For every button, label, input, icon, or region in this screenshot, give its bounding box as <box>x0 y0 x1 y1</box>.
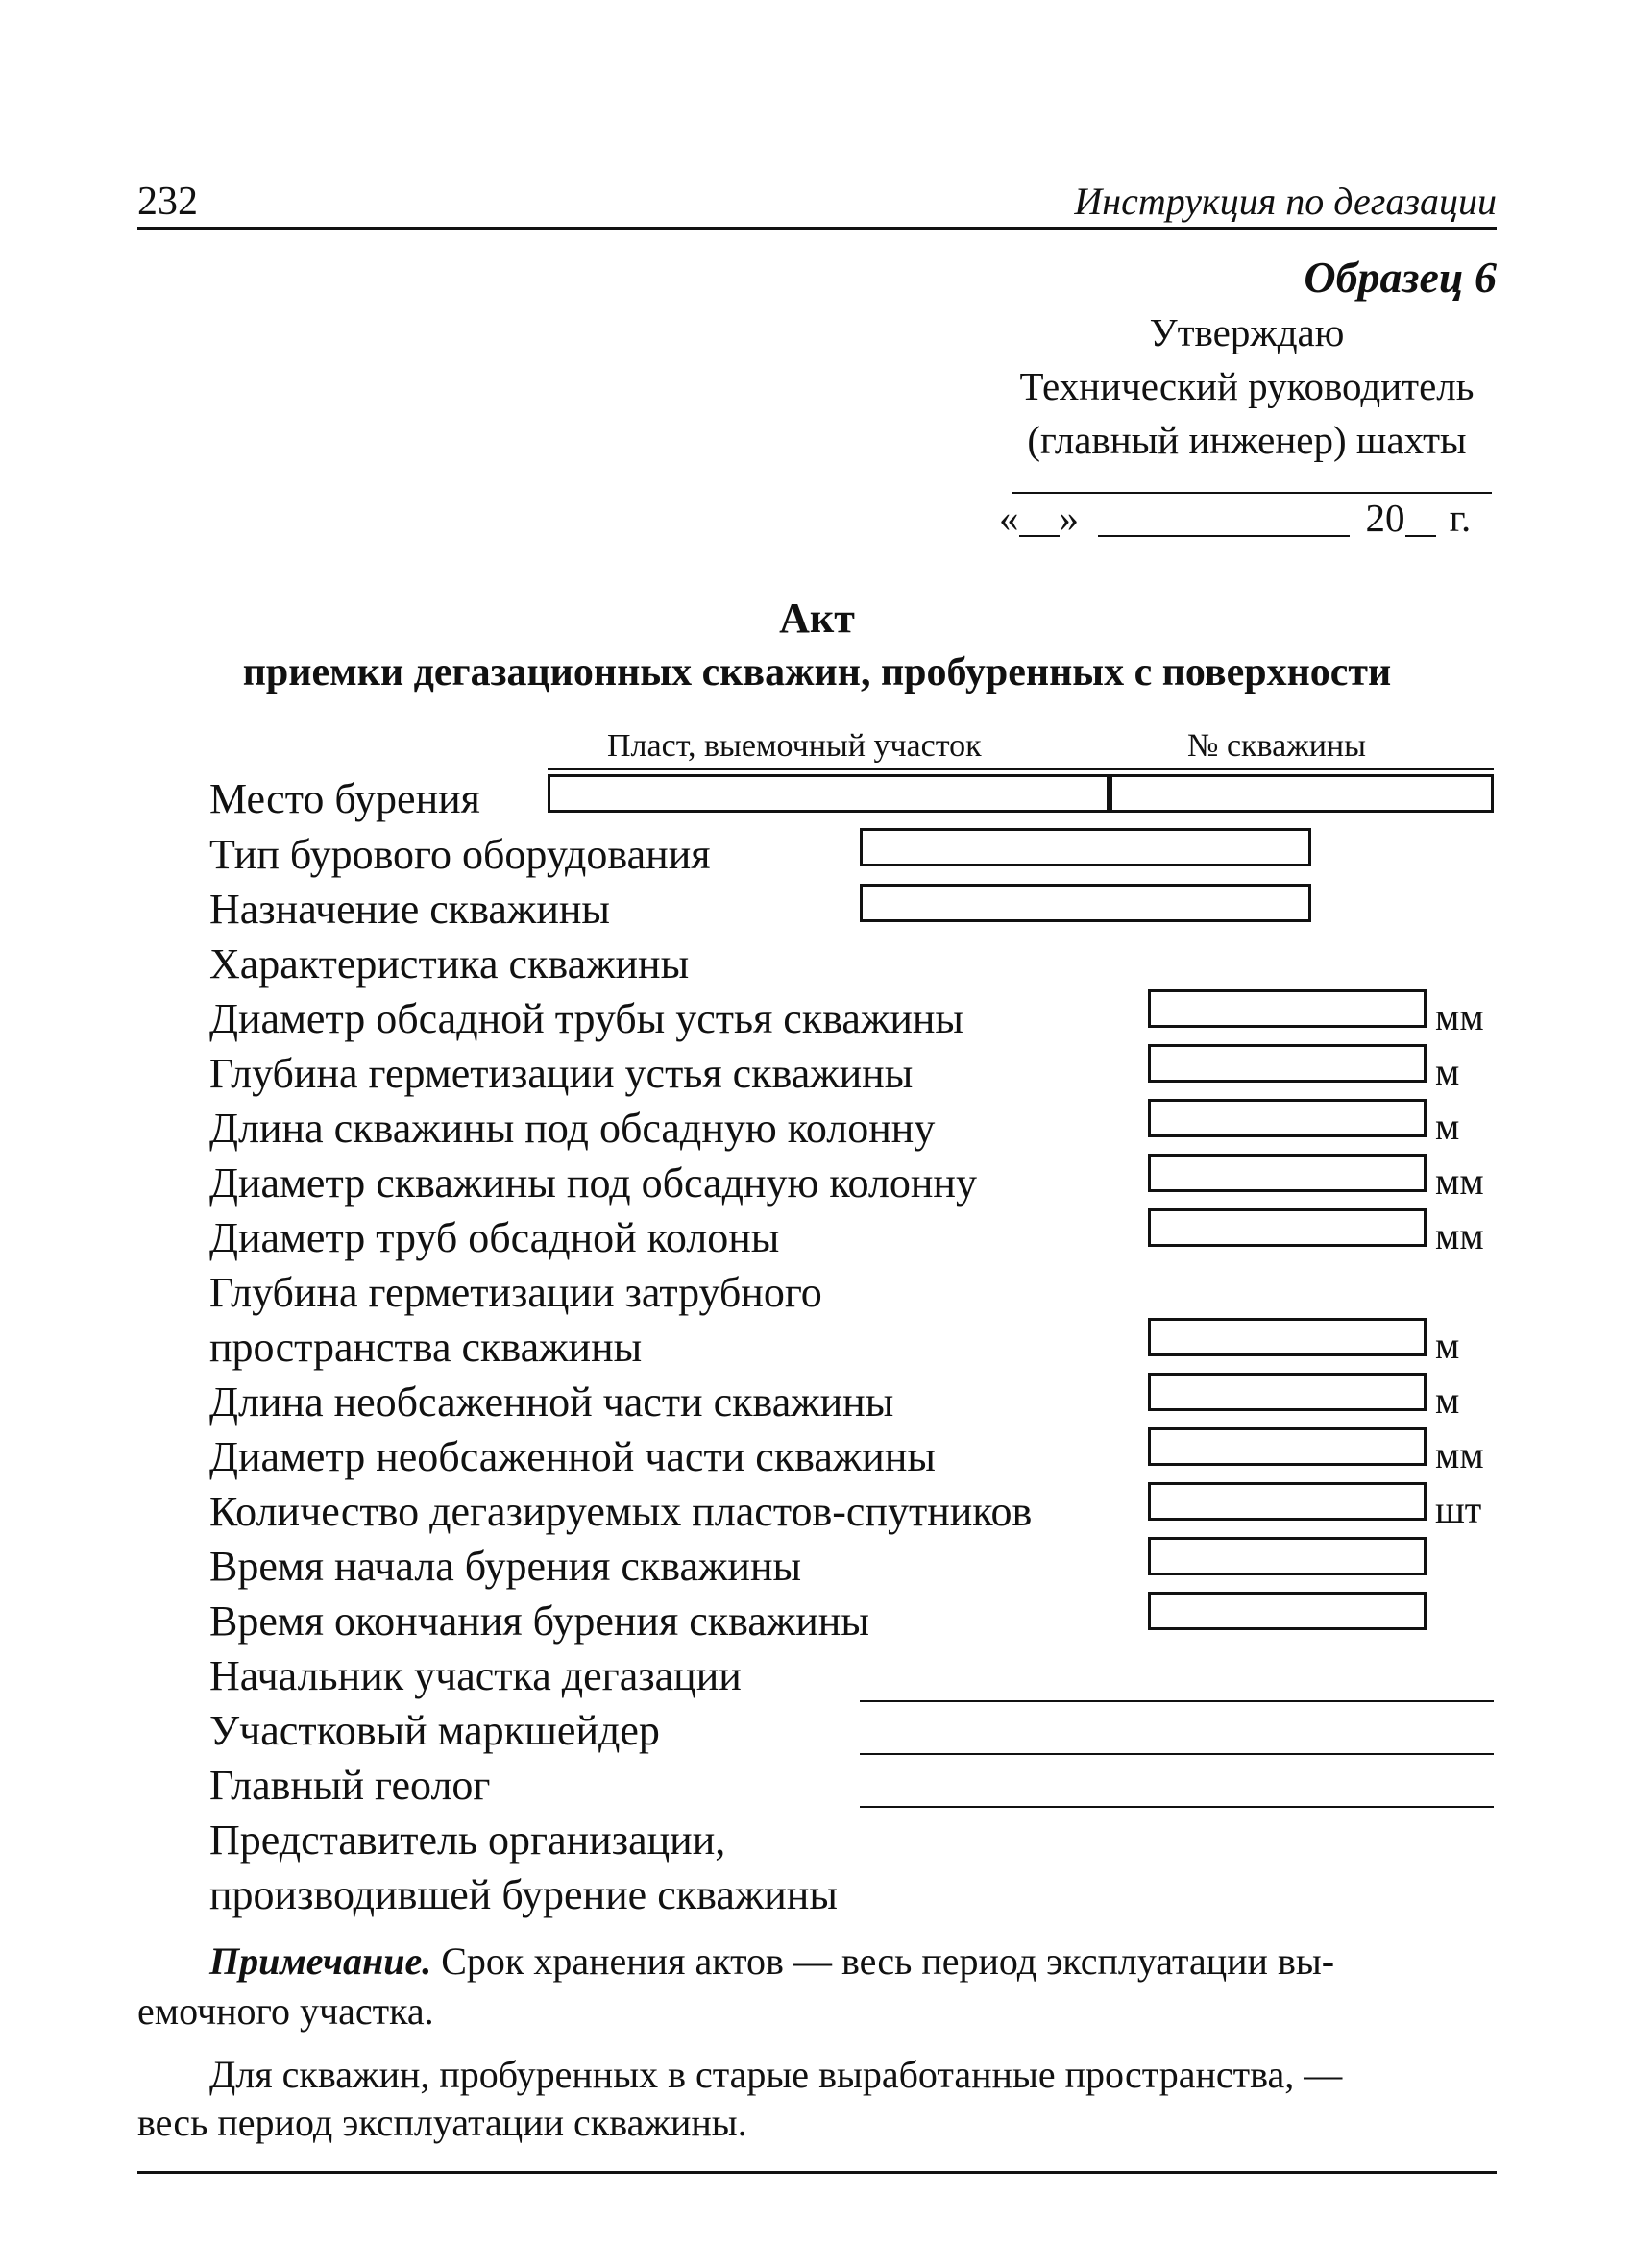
note-paragraph-continuation: весь период эксплуатации скважины. <box>137 2101 747 2144</box>
well-purpose-box[interactable] <box>860 884 1311 922</box>
unit-label: мм <box>1435 1214 1484 1257</box>
casing-well-diameter-box[interactable] <box>1148 1154 1427 1192</box>
annulus-seal-depth-box[interactable] <box>1148 1318 1427 1356</box>
signature-label: производившей бурение скважины <box>209 1871 838 1918</box>
satellite-seams-count-box[interactable] <box>1148 1482 1427 1521</box>
document-subtitle: приемки дегазационных скважин, пробуренных с поверхности <box>242 650 1392 695</box>
field-label: Время начала бурения скважины <box>209 1543 802 1590</box>
approval-line: Утверждаю <box>1149 310 1345 354</box>
approval-block <box>997 305 1497 467</box>
unit-label: м <box>1435 1324 1460 1367</box>
footer-rule <box>137 2171 1497 2174</box>
month-blank[interactable] <box>1098 497 1350 537</box>
signature-label: Представитель организации, <box>209 1817 726 1864</box>
field-label: Диаметр труб обсадной колоны <box>209 1214 780 1261</box>
field-label: Длина скважины под обсадную колонну <box>209 1105 936 1152</box>
unit-label: мм <box>1435 1433 1484 1476</box>
surveyor-signature-line[interactable] <box>860 1753 1494 1755</box>
year-prefix: 20 <box>1365 496 1405 540</box>
drilling-site-well-box[interactable] <box>1110 774 1494 813</box>
column-header-seam: Пласт, выемочный участок <box>607 728 982 764</box>
geologist-signature-line[interactable] <box>860 1806 1494 1808</box>
unit-label: мм <box>1435 995 1484 1038</box>
field-label: Назначение скважины <box>209 886 610 933</box>
approval-date <box>999 495 1471 541</box>
date-open-quote: « <box>999 496 1019 540</box>
date-close-quote: » <box>1059 496 1079 540</box>
field-label: Время окончания бурения скважины <box>209 1597 869 1645</box>
page-number: 232 <box>137 180 198 224</box>
approver-signature-line[interactable] <box>1012 492 1492 494</box>
field-label: Глубина герметизации устья скважины <box>209 1050 914 1097</box>
unit-label: м <box>1435 1378 1460 1422</box>
casing-mouth-diameter-box[interactable] <box>1148 989 1427 1028</box>
year-suffix: г. <box>1449 496 1472 540</box>
drilling-start-time-box[interactable] <box>1148 1537 1427 1575</box>
approval-line: (главный инженер) шахты <box>1027 418 1467 462</box>
field-label: Диаметр скважины под обсадную колонну <box>209 1159 977 1207</box>
approval-line: Технический руководитель <box>1019 364 1475 408</box>
unit-label: мм <box>1435 1159 1484 1203</box>
column-header-well: № скважины <box>1187 728 1366 764</box>
header-rule <box>137 227 1497 230</box>
casing-pipe-diameter-box[interactable] <box>1148 1208 1427 1247</box>
drilling-end-time-box[interactable] <box>1148 1592 1427 1630</box>
field-label: Диаметр обсадной трубы устья скважины <box>209 995 963 1042</box>
uncased-diameter-box[interactable] <box>1148 1427 1427 1466</box>
uncased-length-box[interactable] <box>1148 1373 1427 1411</box>
field-label: Количество дегазируемых пластов-спутников <box>209 1488 1033 1535</box>
field-label: Длина необсаженной части скважины <box>209 1378 894 1426</box>
note <box>209 1939 1334 1984</box>
degassing-chief-signature-line[interactable] <box>860 1700 1494 1702</box>
signature-label: Главный геолог <box>209 1762 491 1809</box>
document-title: Акт <box>779 595 855 642</box>
equipment-type-box[interactable] <box>860 828 1311 866</box>
running-title: Инструкция по дегазации <box>1074 180 1497 223</box>
day-blank[interactable] <box>1019 497 1060 537</box>
note-heading: Примечание. <box>209 1939 432 1983</box>
note-paragraph: Для скважин, пробуренных в старые выработанные пространства, — <box>209 2053 1343 2096</box>
mouth-seal-depth-box[interactable] <box>1148 1044 1427 1083</box>
field-label: Характеристика скважины <box>209 940 690 988</box>
note-continuation: емочного участка. <box>137 1989 434 2033</box>
note-text: Срок хранения актов — весь период эксплуатации вы- <box>431 1939 1335 1983</box>
field-label: пространства скважины <box>209 1324 643 1371</box>
unit-label: шт <box>1435 1488 1482 1531</box>
sample-label: Образец 6 <box>1304 253 1497 302</box>
field-label: Место бурения <box>209 775 480 822</box>
casing-length-box[interactable] <box>1148 1099 1427 1137</box>
signature-label: Начальник участка дегазации <box>209 1652 742 1699</box>
unit-label: м <box>1435 1105 1460 1148</box>
field-label: Тип бурового оборудования <box>209 831 711 878</box>
field-label: Диаметр необсаженной части скважины <box>209 1433 936 1480</box>
year-blank[interactable] <box>1405 497 1436 537</box>
signature-label: Участковый маркшейдер <box>209 1707 660 1754</box>
column-header-rule <box>548 768 1494 770</box>
field-label: Глубина герметизации затрубного <box>209 1269 822 1316</box>
unit-label: м <box>1435 1050 1460 1093</box>
drilling-site-seam-box[interactable] <box>548 774 1110 813</box>
